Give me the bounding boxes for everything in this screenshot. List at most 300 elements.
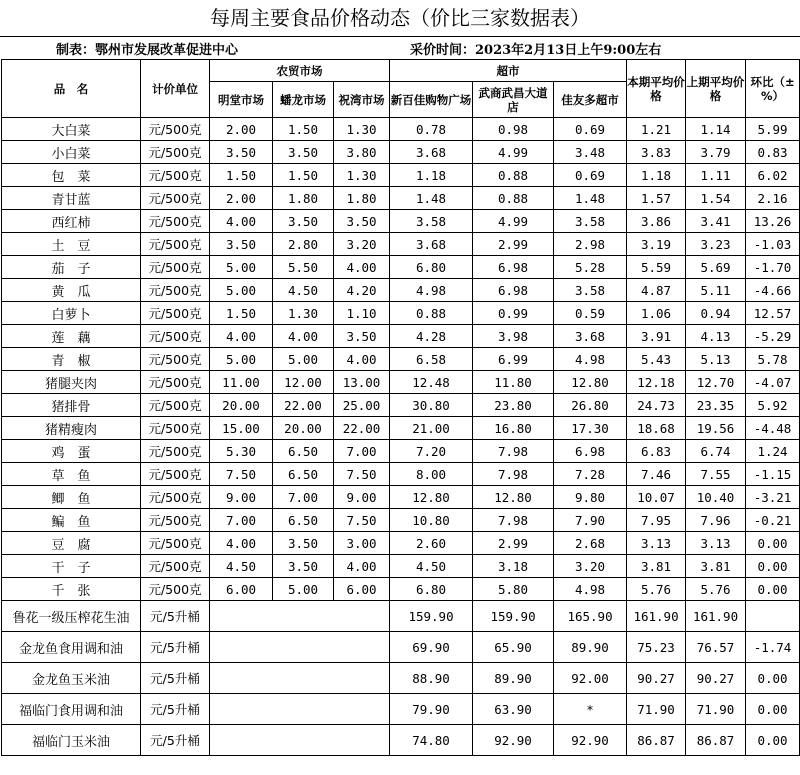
price-cell: 6.50 bbox=[273, 463, 334, 486]
price-cell: 90.27 bbox=[686, 663, 746, 694]
unit-cell: 元/500克 bbox=[141, 463, 210, 486]
price-cell: 5.59 bbox=[627, 256, 686, 279]
price-cell: -3.21 bbox=[746, 486, 800, 509]
price-cell: 3.20 bbox=[334, 233, 390, 256]
header-market: 祝湾市场 bbox=[334, 82, 390, 118]
price-cell: 12.80 bbox=[390, 486, 473, 509]
price-cell: 74.80 bbox=[390, 725, 473, 756]
price-cell: 0.00 bbox=[746, 694, 800, 725]
price-cell: 7.55 bbox=[686, 463, 746, 486]
price-cell: 165.90 bbox=[554, 601, 627, 632]
price-cell: 5.13 bbox=[686, 348, 746, 371]
unit-cell: 元/500克 bbox=[141, 325, 210, 348]
empty-market-cell bbox=[210, 632, 390, 663]
price-cell: 6.50 bbox=[273, 440, 334, 463]
price-cell: -4.48 bbox=[746, 417, 800, 440]
price-cell: 5.00 bbox=[210, 348, 273, 371]
price-cell: 0.59 bbox=[554, 302, 627, 325]
table-row bbox=[2, 371, 800, 394]
product-name: 猪腿夹肉 bbox=[2, 371, 141, 394]
table-row bbox=[2, 463, 800, 486]
price-cell: 6.74 bbox=[686, 440, 746, 463]
price-cell: 3.81 bbox=[627, 555, 686, 578]
table-row bbox=[2, 394, 800, 417]
price-cell: 2.99 bbox=[473, 233, 554, 256]
price-cell: 4.00 bbox=[273, 325, 334, 348]
unit-cell: 元/500克 bbox=[141, 256, 210, 279]
price-cell: 4.50 bbox=[273, 279, 334, 302]
price-cell: 92.00 bbox=[554, 663, 627, 694]
price-cell: 7.95 bbox=[627, 509, 686, 532]
unit-cell: 元/500克 bbox=[141, 141, 210, 164]
price-cell: 6.98 bbox=[473, 279, 554, 302]
unit-cell: 元/5升桶 bbox=[141, 632, 210, 663]
price-cell: 1.48 bbox=[554, 187, 627, 210]
price-cell: 3.68 bbox=[390, 141, 473, 164]
price-cell: 3.58 bbox=[390, 210, 473, 233]
price-cell: 1.50 bbox=[210, 302, 273, 325]
price-cell: 22.00 bbox=[273, 394, 334, 417]
price-cell: 2.98 bbox=[554, 233, 627, 256]
price-cell: 3.18 bbox=[473, 555, 554, 578]
price-cell: 2.80 bbox=[273, 233, 334, 256]
price-cell: 6.50 bbox=[273, 509, 334, 532]
price-cell: 9.80 bbox=[554, 486, 627, 509]
price-cell: 1.30 bbox=[273, 302, 334, 325]
price-cell: 10.80 bbox=[390, 509, 473, 532]
header-supermarket: 佳友多超市 bbox=[554, 82, 627, 118]
header-avg-this: 本期平均价格 bbox=[627, 60, 686, 118]
price-cell: 10.40 bbox=[686, 486, 746, 509]
table-meta bbox=[0, 36, 800, 59]
price-cell: 5.43 bbox=[627, 348, 686, 371]
price-cell: 7.46 bbox=[627, 463, 686, 486]
table-row bbox=[2, 440, 800, 463]
price-cell: 92.90 bbox=[473, 725, 554, 756]
price-cell: 2.68 bbox=[554, 532, 627, 555]
unit-cell: 元/500克 bbox=[141, 394, 210, 417]
header-market-group: 农贸市场 bbox=[210, 60, 390, 82]
price-cell: 1.50 bbox=[273, 164, 334, 187]
header-supermarket: 武商武昌大道店 bbox=[473, 82, 554, 118]
price-cell: 1.50 bbox=[210, 164, 273, 187]
price-cell: 2.99 bbox=[473, 532, 554, 555]
product-name: 鸡 蛋 bbox=[2, 440, 141, 463]
price-cell: 26.80 bbox=[554, 394, 627, 417]
survey-time-label: 采价时间：2023年2月13日上午9:00左右 bbox=[410, 42, 662, 58]
price-cell: 1.30 bbox=[334, 118, 390, 141]
price-cell: 3.48 bbox=[554, 141, 627, 164]
price-cell: 8.00 bbox=[390, 463, 473, 486]
price-cell: 4.99 bbox=[473, 210, 554, 233]
price-cell: 3.50 bbox=[334, 325, 390, 348]
price-cell: 5.80 bbox=[473, 578, 554, 601]
price-cell: 0.00 bbox=[746, 725, 800, 756]
price-cell: 23.80 bbox=[473, 394, 554, 417]
unit-cell: 元/500克 bbox=[141, 210, 210, 233]
price-cell: 5.50 bbox=[273, 256, 334, 279]
price-cell: 5.76 bbox=[686, 578, 746, 601]
product-name: 西红柿 bbox=[2, 210, 141, 233]
price-cell: 5.69 bbox=[686, 256, 746, 279]
header-market: 明堂市场 bbox=[210, 82, 273, 118]
price-cell: 90.27 bbox=[627, 663, 686, 694]
price-cell: 3.98 bbox=[473, 325, 554, 348]
price-cell: 20.00 bbox=[210, 394, 273, 417]
price-cell: 5.78 bbox=[746, 348, 800, 371]
price-cell: 5.00 bbox=[273, 578, 334, 601]
price-cell: 6.99 bbox=[473, 348, 554, 371]
price-cell: -1.74 bbox=[746, 632, 800, 663]
price-cell: -1.70 bbox=[746, 256, 800, 279]
price-cell: 7.98 bbox=[473, 440, 554, 463]
unit-cell: 元/500克 bbox=[141, 509, 210, 532]
price-cell: 88.90 bbox=[390, 663, 473, 694]
price-cell: 1.18 bbox=[390, 164, 473, 187]
price-cell: 3.50 bbox=[273, 532, 334, 555]
unit-cell: 元/500克 bbox=[141, 578, 210, 601]
price-cell: 0.00 bbox=[746, 663, 800, 694]
price-cell: 20.00 bbox=[273, 417, 334, 440]
price-cell: 1.18 bbox=[627, 164, 686, 187]
price-cell: 12.80 bbox=[473, 486, 554, 509]
price-cell: 7.28 bbox=[554, 463, 627, 486]
price-cell: 7.50 bbox=[210, 463, 273, 486]
price-cell: 7.98 bbox=[473, 463, 554, 486]
price-cell: 30.80 bbox=[390, 394, 473, 417]
price-cell: 1.50 bbox=[273, 118, 334, 141]
price-cell: 3.50 bbox=[210, 141, 273, 164]
product-name: 福临门玉米油 bbox=[2, 725, 141, 756]
product-name: 鲫 鱼 bbox=[2, 486, 141, 509]
price-cell: * bbox=[554, 694, 627, 725]
price-cell: 6.00 bbox=[334, 578, 390, 601]
product-name: 草 鱼 bbox=[2, 463, 141, 486]
price-cell: 4.98 bbox=[554, 578, 627, 601]
price-cell: 7.50 bbox=[334, 509, 390, 532]
price-cell: 5.76 bbox=[627, 578, 686, 601]
header-change: 环比（±%） bbox=[746, 60, 800, 118]
product-name: 莲 藕 bbox=[2, 325, 141, 348]
unit-cell: 元/500克 bbox=[141, 348, 210, 371]
price-cell: 0.98 bbox=[473, 118, 554, 141]
price-cell: 4.99 bbox=[473, 141, 554, 164]
product-name: 福临门食用调和油 bbox=[2, 694, 141, 725]
price-cell: 3.91 bbox=[627, 325, 686, 348]
table-row bbox=[2, 532, 800, 555]
price-cell: 7.00 bbox=[334, 440, 390, 463]
header-supermarket-group: 超市 bbox=[390, 60, 627, 82]
price-cell: 2.00 bbox=[210, 187, 273, 210]
price-cell: 6.83 bbox=[627, 440, 686, 463]
table-row bbox=[2, 632, 800, 663]
price-cell: 7.98 bbox=[473, 509, 554, 532]
price-cell: 0.69 bbox=[554, 164, 627, 187]
unit-cell: 元/500克 bbox=[141, 279, 210, 302]
price-cell: 5.92 bbox=[746, 394, 800, 417]
unit-cell: 元/500克 bbox=[141, 417, 210, 440]
price-cell: 5.00 bbox=[210, 256, 273, 279]
table-row bbox=[2, 210, 800, 233]
price-cell: 6.58 bbox=[390, 348, 473, 371]
unit-cell: 元/500克 bbox=[141, 118, 210, 141]
price-cell: 19.56 bbox=[686, 417, 746, 440]
price-cell: 3.19 bbox=[627, 233, 686, 256]
price-cell: 4.87 bbox=[627, 279, 686, 302]
price-cell: 0.00 bbox=[746, 532, 800, 555]
unit-cell: 元/500克 bbox=[141, 187, 210, 210]
price-cell: 3.50 bbox=[273, 210, 334, 233]
price-cell: 4.00 bbox=[210, 210, 273, 233]
price-cell: -1.15 bbox=[746, 463, 800, 486]
price-cell: 4.00 bbox=[334, 256, 390, 279]
price-cell: 0.00 bbox=[746, 578, 800, 601]
price-cell: 1.11 bbox=[686, 164, 746, 187]
price-cell: 1.06 bbox=[627, 302, 686, 325]
price-cell: 1.57 bbox=[627, 187, 686, 210]
price-cell: 3.58 bbox=[554, 279, 627, 302]
price-cell: 89.90 bbox=[554, 632, 627, 663]
price-cell: 6.80 bbox=[390, 256, 473, 279]
price-cell: 24.73 bbox=[627, 394, 686, 417]
product-name: 白萝卜 bbox=[2, 302, 141, 325]
price-cell: 4.13 bbox=[686, 325, 746, 348]
price-cell: 10.07 bbox=[627, 486, 686, 509]
price-cell: 3.50 bbox=[210, 233, 273, 256]
product-name: 猪精瘦肉 bbox=[2, 417, 141, 440]
price-cell: 0.83 bbox=[746, 141, 800, 164]
price-cell: 161.90 bbox=[686, 601, 746, 632]
price-cell: 4.00 bbox=[210, 532, 273, 555]
empty-market-cell bbox=[210, 663, 390, 694]
price-cell: 7.00 bbox=[273, 486, 334, 509]
price-cell: 12.48 bbox=[390, 371, 473, 394]
price-cell: 12.80 bbox=[554, 371, 627, 394]
unit-cell: 元/5升桶 bbox=[141, 725, 210, 756]
price-cell: 12.18 bbox=[627, 371, 686, 394]
price-cell: 3.50 bbox=[273, 141, 334, 164]
price-cell: 2.16 bbox=[746, 187, 800, 210]
price-cell: 4.20 bbox=[334, 279, 390, 302]
price-cell: 7.96 bbox=[686, 509, 746, 532]
price-cell: 4.98 bbox=[390, 279, 473, 302]
price-cell: 1.48 bbox=[390, 187, 473, 210]
price-cell: 13.26 bbox=[746, 210, 800, 233]
price-cell: 17.30 bbox=[554, 417, 627, 440]
price-cell: 4.50 bbox=[390, 555, 473, 578]
header-product: 品 名 bbox=[2, 60, 141, 118]
table-row bbox=[2, 417, 800, 440]
table-row bbox=[2, 302, 800, 325]
product-name: 鲁花一级压榨花生油 bbox=[2, 601, 141, 632]
price-cell: 21.00 bbox=[390, 417, 473, 440]
price-cell: 7.00 bbox=[210, 509, 273, 532]
price-cell: 4.00 bbox=[334, 348, 390, 371]
price-cell: 2.60 bbox=[390, 532, 473, 555]
price-cell: 4.98 bbox=[554, 348, 627, 371]
price-cell: 159.90 bbox=[473, 601, 554, 632]
table-row bbox=[2, 325, 800, 348]
price-cell: 3.50 bbox=[334, 210, 390, 233]
price-cell: 3.50 bbox=[273, 555, 334, 578]
price-cell: 6.98 bbox=[554, 440, 627, 463]
price-cell: 3.80 bbox=[334, 141, 390, 164]
product-name: 千 张 bbox=[2, 578, 141, 601]
price-cell: 5.11 bbox=[686, 279, 746, 302]
table-row bbox=[2, 279, 800, 302]
price-cell: 86.87 bbox=[627, 725, 686, 756]
price-cell: 7.20 bbox=[390, 440, 473, 463]
table-row bbox=[2, 141, 800, 164]
product-name: 金龙鱼食用调和油 bbox=[2, 632, 141, 663]
product-name: 土 豆 bbox=[2, 233, 141, 256]
header-supermarket: 新百佳购物广场 bbox=[390, 82, 473, 118]
price-cell: 3.79 bbox=[686, 141, 746, 164]
table-row bbox=[2, 663, 800, 694]
product-name: 大白菜 bbox=[2, 118, 141, 141]
table-row bbox=[2, 118, 800, 141]
price-cell: 22.00 bbox=[334, 417, 390, 440]
price-cell: 79.90 bbox=[390, 694, 473, 725]
price-cell: 9.00 bbox=[334, 486, 390, 509]
price-cell: 3.68 bbox=[390, 233, 473, 256]
price-cell: 5.00 bbox=[273, 348, 334, 371]
price-cell: 4.50 bbox=[210, 555, 273, 578]
price-cell: 71.90 bbox=[686, 694, 746, 725]
price-cell: 1.54 bbox=[686, 187, 746, 210]
product-name: 金龙鱼玉米油 bbox=[2, 663, 141, 694]
price-cell: 75.23 bbox=[627, 632, 686, 663]
price-cell: -4.07 bbox=[746, 371, 800, 394]
price-cell: 86.87 bbox=[686, 725, 746, 756]
price-cell: 76.57 bbox=[686, 632, 746, 663]
unit-cell: 元/5升桶 bbox=[141, 601, 210, 632]
product-name: 包 菜 bbox=[2, 164, 141, 187]
table-row bbox=[2, 348, 800, 371]
price-cell: 11.80 bbox=[473, 371, 554, 394]
price-cell: 23.35 bbox=[686, 394, 746, 417]
price-cell: 161.90 bbox=[627, 601, 686, 632]
price-cell: 12.00 bbox=[273, 371, 334, 394]
price-cell: 3.68 bbox=[554, 325, 627, 348]
unit-cell: 元/500克 bbox=[141, 371, 210, 394]
table-row bbox=[2, 187, 800, 210]
price-cell: 65.90 bbox=[473, 632, 554, 663]
price-cell: 15.00 bbox=[210, 417, 273, 440]
price-cell: 9.00 bbox=[210, 486, 273, 509]
price-cell: 6.80 bbox=[390, 578, 473, 601]
price-cell: 7.50 bbox=[334, 463, 390, 486]
price-cell: 3.23 bbox=[686, 233, 746, 256]
table-row bbox=[2, 601, 800, 632]
product-name: 茄 子 bbox=[2, 256, 141, 279]
table-row bbox=[2, 578, 800, 601]
unit-cell: 元/500克 bbox=[141, 555, 210, 578]
price-cell: 1.80 bbox=[273, 187, 334, 210]
unit-cell: 元/5升桶 bbox=[141, 663, 210, 694]
price-cell: 5.00 bbox=[210, 279, 273, 302]
price-cell: 1.80 bbox=[334, 187, 390, 210]
price-cell: 63.90 bbox=[473, 694, 554, 725]
table-row bbox=[2, 694, 800, 725]
table-row bbox=[2, 725, 800, 756]
price-cell: 6.98 bbox=[473, 256, 554, 279]
price-cell: 3.13 bbox=[627, 532, 686, 555]
product-name: 小白菜 bbox=[2, 141, 141, 164]
price-table bbox=[1, 59, 800, 756]
price-cell: 25.00 bbox=[334, 394, 390, 417]
price-cell: 6.02 bbox=[746, 164, 800, 187]
table-row bbox=[2, 486, 800, 509]
maker-label: 制表：鄂州市发展改革促进中心 bbox=[56, 42, 239, 58]
price-cell: 4.00 bbox=[334, 555, 390, 578]
price-cell: 5.99 bbox=[746, 118, 800, 141]
unit-cell: 元/5升桶 bbox=[141, 694, 210, 725]
price-cell: 5.28 bbox=[554, 256, 627, 279]
product-name: 鳊 鱼 bbox=[2, 509, 141, 532]
unit-cell: 元/500克 bbox=[141, 532, 210, 555]
header-avg-last: 上期平均价格 bbox=[686, 60, 746, 118]
price-cell: -5.29 bbox=[746, 325, 800, 348]
price-cell: 0.69 bbox=[554, 118, 627, 141]
price-cell: 7.90 bbox=[554, 509, 627, 532]
price-cell: 0.00 bbox=[746, 555, 800, 578]
price-cell: 0.78 bbox=[390, 118, 473, 141]
unit-cell: 元/500克 bbox=[141, 233, 210, 256]
price-cell: 11.00 bbox=[210, 371, 273, 394]
product-name: 黄 瓜 bbox=[2, 279, 141, 302]
page-title: 每周主要食品价格动态（价比三家数据表） bbox=[210, 6, 590, 30]
table-row bbox=[2, 233, 800, 256]
table-row bbox=[2, 256, 800, 279]
unit-cell: 元/500克 bbox=[141, 302, 210, 325]
price-cell: 6.00 bbox=[210, 578, 273, 601]
price-cell: 1.10 bbox=[334, 302, 390, 325]
price-cell: 5.30 bbox=[210, 440, 273, 463]
price-cell: 0.88 bbox=[473, 187, 554, 210]
price-cell: 2.00 bbox=[210, 118, 273, 141]
price-cell: 1.30 bbox=[334, 164, 390, 187]
price-cell: 0.88 bbox=[473, 164, 554, 187]
header-unit: 计价单位 bbox=[141, 60, 210, 118]
price-cell: 159.90 bbox=[390, 601, 473, 632]
product-name: 豆 腐 bbox=[2, 532, 141, 555]
price-cell: 3.81 bbox=[686, 555, 746, 578]
unit-cell: 元/500克 bbox=[141, 164, 210, 187]
product-name: 青 椒 bbox=[2, 348, 141, 371]
table-row bbox=[2, 164, 800, 187]
price-cell: 69.90 bbox=[390, 632, 473, 663]
price-cell: 3.20 bbox=[554, 555, 627, 578]
price-cell: 4.28 bbox=[390, 325, 473, 348]
price-cell bbox=[746, 601, 800, 632]
product-name: 青甘蓝 bbox=[2, 187, 141, 210]
price-cell: 0.99 bbox=[473, 302, 554, 325]
empty-market-cell bbox=[210, 601, 390, 632]
price-cell: 3.41 bbox=[686, 210, 746, 233]
table-row bbox=[2, 555, 800, 578]
table-row bbox=[2, 509, 800, 532]
price-cell: 4.00 bbox=[210, 325, 273, 348]
empty-market-cell bbox=[210, 694, 390, 725]
price-cell: -0.21 bbox=[746, 509, 800, 532]
price-cell: 13.00 bbox=[334, 371, 390, 394]
price-cell: 12.57 bbox=[746, 302, 800, 325]
price-cell: 92.90 bbox=[554, 725, 627, 756]
price-cell: 89.90 bbox=[473, 663, 554, 694]
empty-market-cell bbox=[210, 725, 390, 756]
price-cell: 3.13 bbox=[686, 532, 746, 555]
